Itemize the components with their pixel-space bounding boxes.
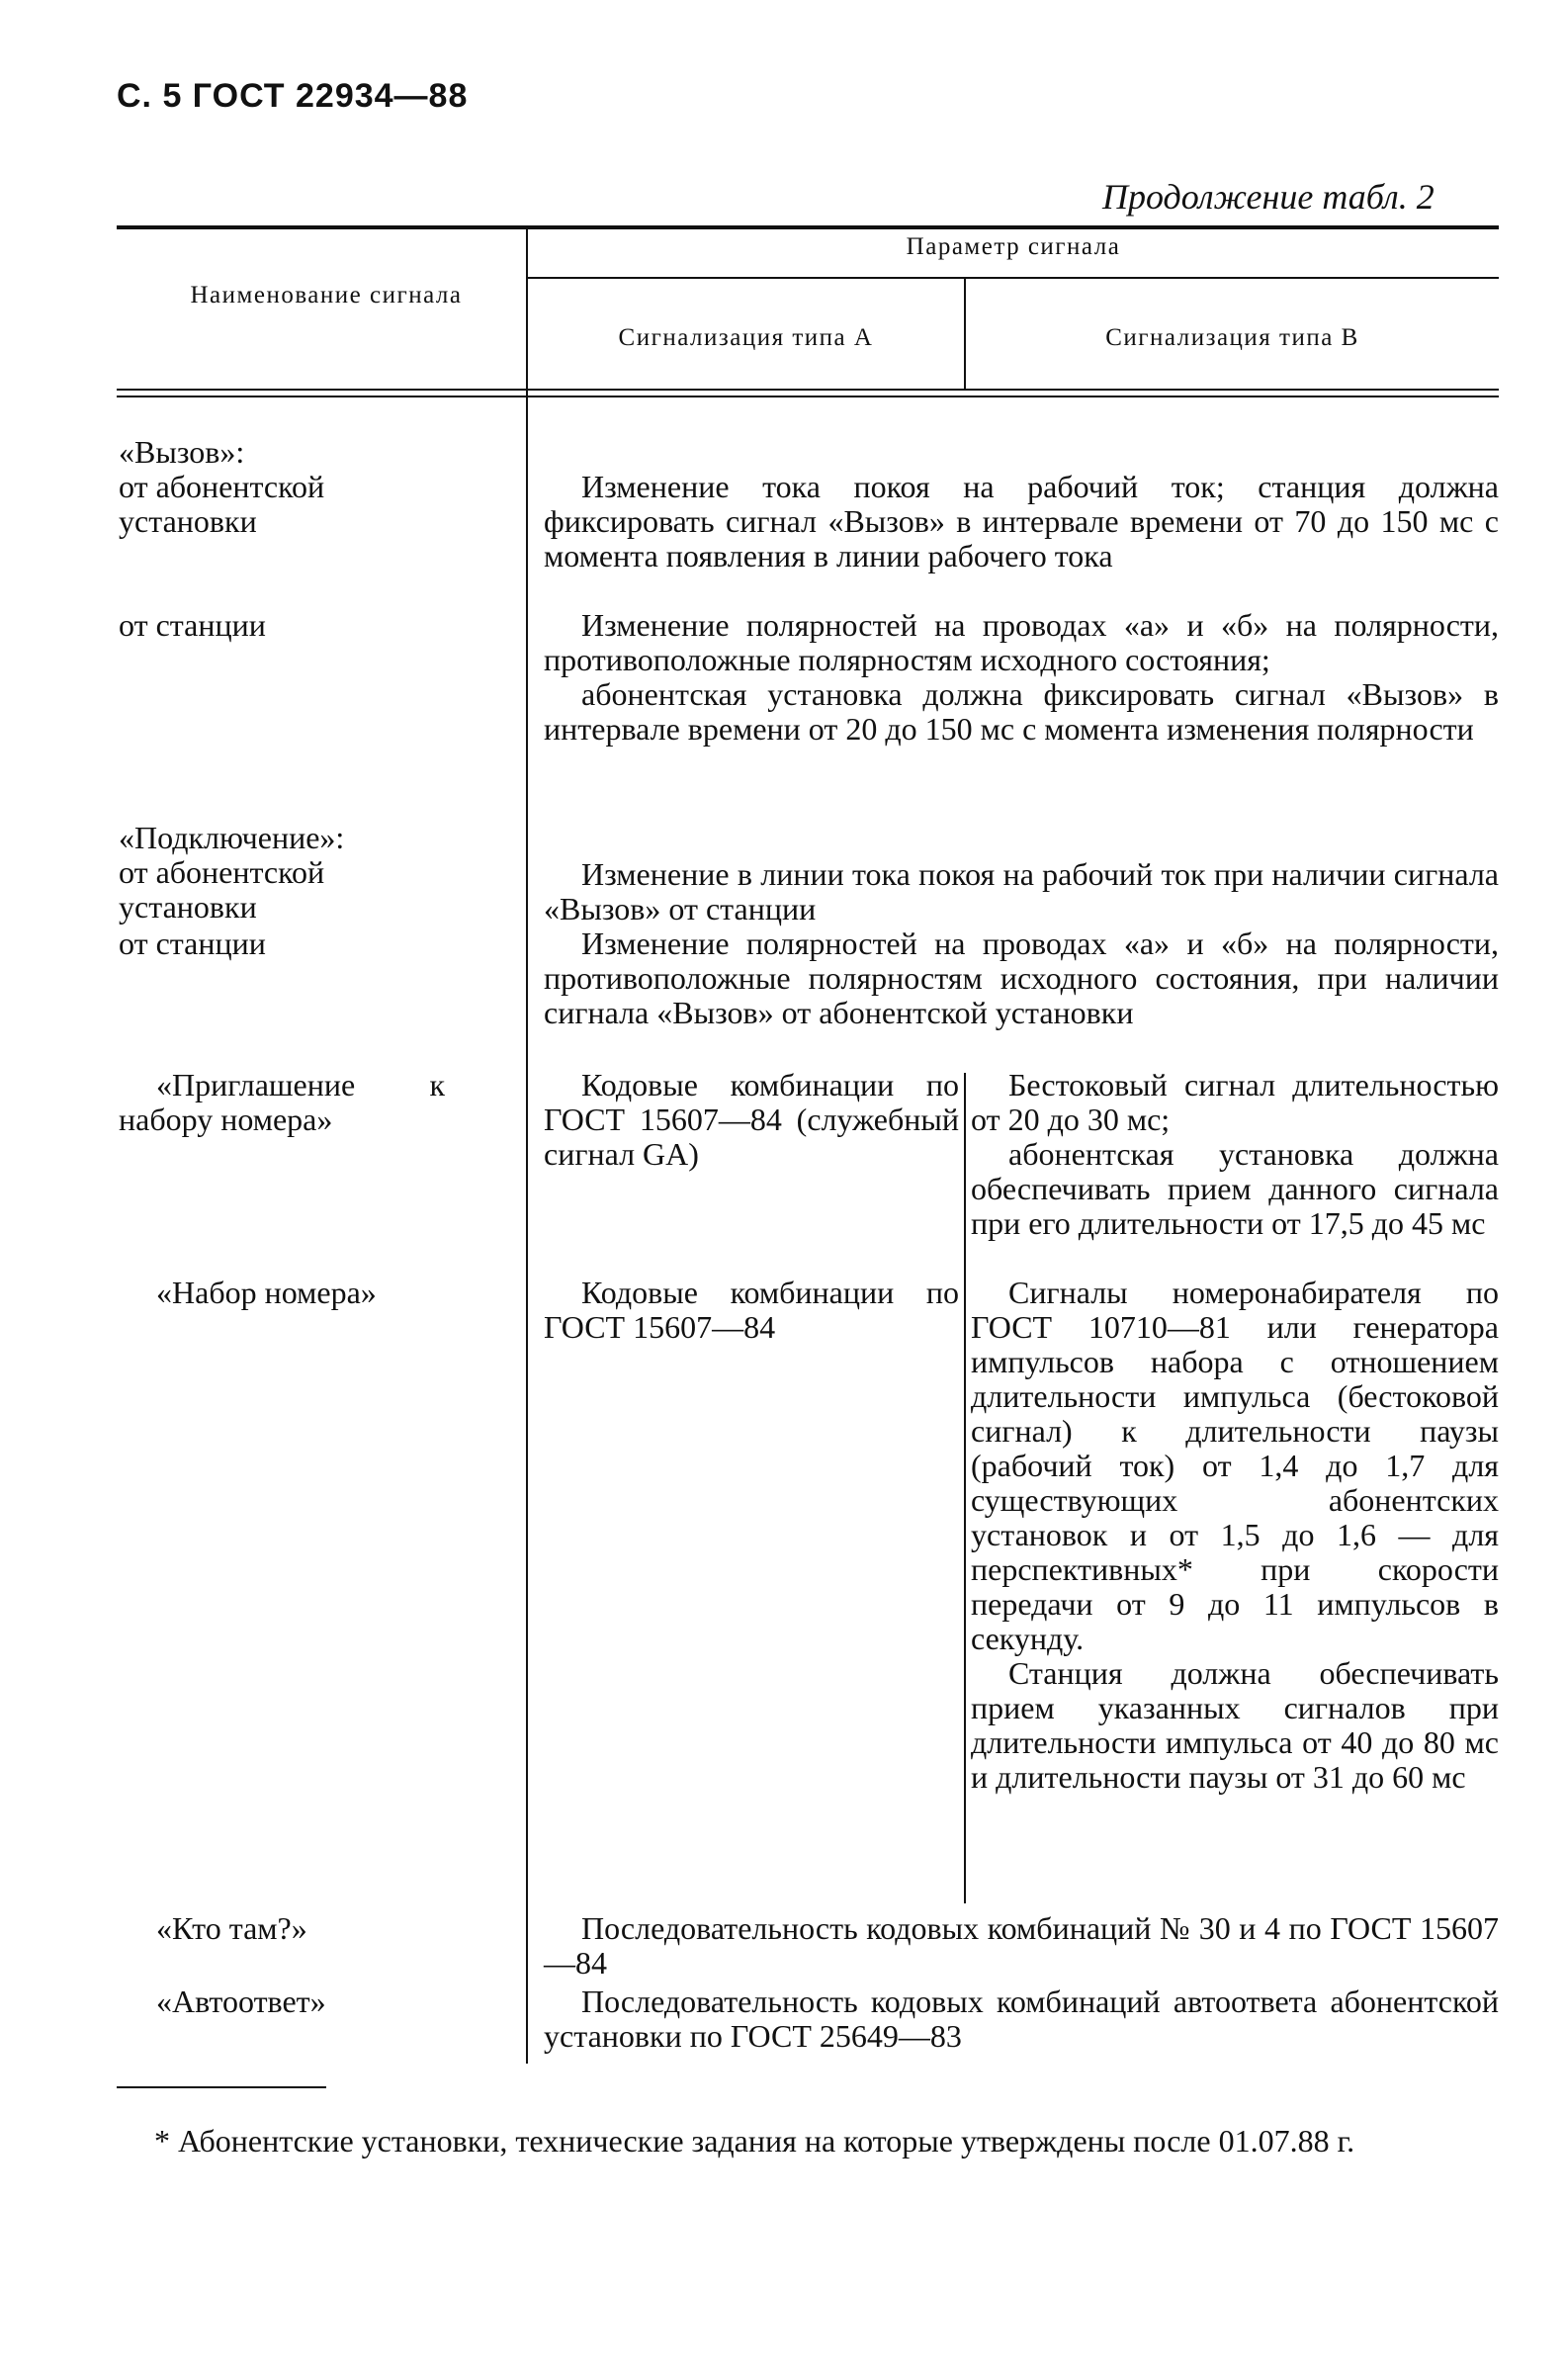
param-header-rule xyxy=(526,277,1499,279)
column-divider-name xyxy=(526,227,528,2064)
footnote: * Абонентские установки, технические задания на которые утверждены после 01.07.88 г. xyxy=(154,2123,1355,2159)
param-text: Изменение в линии тока покоя на рабочий ток при наличии сигнала «Вызов» от станции xyxy=(544,856,1499,926)
param-text: Бестоковый сигнал длительностью от 20 до 30 мс; xyxy=(971,1067,1499,1137)
signal-name-call-from-subscriber xyxy=(119,435,494,539)
column-divider-ab-1 xyxy=(964,1073,966,1903)
param-text: Станция должна обеспечивать прием указанных сигналов при длительности импульса от 40 до 80 мс и длительности паузы от 31 до 60 мс xyxy=(971,1655,1499,1795)
param-text: Сигналы номеронабирателя по ГОСТ 10710—81 или генератора импульсов набора с отношением длительности импульса (бестоковой сигнал) к длительности паузы (рабочий ток) от 1,4 до 1,7 для существующих абонентских установок и от 1,5 до 1,6 — для перспективных* при скорости передачи от 9 до 11 импульсов в секунду. xyxy=(971,1275,1499,1656)
param-text: Кодовые комбинации по ГОСТ 15607—84 xyxy=(544,1275,959,1345)
param-text: абонентская установка должна обеспечивать прием данного сигнала при его длительности от 17,5 до 45 мс xyxy=(971,1136,1499,1241)
signal-name-connect-from-subscriber xyxy=(119,821,494,925)
param-text: Последовательность кодовых комбинаций № 30 и 4 по ГОСТ 15607—84 xyxy=(544,1910,1499,1981)
param-text: Изменение полярностей на проводах «а» и «б» на полярности, противоположные полярностям исходного состояния; xyxy=(544,607,1499,677)
param-text: Последовательность кодовых комбинаций автоответа абонентской установки по ГОСТ 25649—83 xyxy=(544,1983,1499,2054)
param-call-from-station xyxy=(544,608,1499,747)
param-auto-answer xyxy=(544,1984,1499,2054)
param-dial-invitation-type-b xyxy=(971,1068,1499,1241)
signal-name-who-is-there xyxy=(119,1911,494,1946)
signal-name-line: «Кто там?» xyxy=(156,1910,307,1946)
signal-name-line: «Приглашение к набору номера» xyxy=(119,1067,445,1137)
column-header-param: Параметр сигнала xyxy=(906,233,1121,260)
param-text: Изменение полярностей на проводах «а» и «б» на полярности, противоположные полярностям исходного состояния, при наличии сигнала «Вызов» от абонентской установки xyxy=(544,926,1499,1030)
signal-name-auto-answer xyxy=(119,1984,494,2019)
signal-name-line: от станции xyxy=(119,926,266,961)
footnote-rule xyxy=(117,2086,326,2088)
page-reference: С. 5 ГОСТ 22934—88 xyxy=(117,77,469,115)
table-top-rule xyxy=(117,225,1499,229)
param-who-is-there xyxy=(544,1911,1499,1981)
param-dialing-type-b xyxy=(971,1276,1499,1795)
param-text: Изменение тока покоя на рабочий ток; станция должна фиксировать сигнал «Вызов» в интервале времени от 70 до 150 мс с момента появления в линии рабочего тока xyxy=(544,469,1499,573)
signal-name-dial-invitation xyxy=(119,1068,445,1137)
signal-name-line: от станции xyxy=(119,607,266,643)
column-header-type-b: Сигнализация типа В xyxy=(1105,324,1359,351)
signal-name-line: «Подключение»: xyxy=(119,820,345,855)
signal-name-line: от абонентской xyxy=(119,854,325,890)
signal-name-line: «Вызов»: xyxy=(119,434,245,470)
signal-name-line: установки xyxy=(119,889,257,925)
header-bottom-rule-2 xyxy=(117,396,1499,397)
column-header-name: Наименование сигнала xyxy=(190,282,463,309)
param-text: Кодовые комбинации по ГОСТ 15607—84 (служебный сигнал GA) xyxy=(544,1067,959,1172)
signal-name-connect-from-station xyxy=(119,926,494,961)
signal-name-dialing xyxy=(119,1276,494,1310)
param-dial-invitation-type-a xyxy=(544,1068,959,1172)
signal-name-line: установки xyxy=(119,503,257,539)
param-call-from-subscriber xyxy=(544,470,1499,573)
signal-name-call-from-station xyxy=(119,608,494,643)
param-dialing-type-a xyxy=(544,1276,959,1345)
table-continuation-label: Продолжение табл. 2 xyxy=(1102,177,1435,217)
column-header-type-a: Сигнализация типа А xyxy=(618,324,874,351)
signal-name-line: «Набор номера» xyxy=(156,1275,377,1310)
param-connect-from-subscriber xyxy=(544,857,1499,926)
param-text: абонентская установка должна фиксировать сигнал «Вызов» в интервале времени от 20 до 150 мс с момента изменения полярности xyxy=(544,676,1499,747)
param-connect-from-station xyxy=(544,926,1499,1030)
signal-name-line: «Автоответ» xyxy=(156,1983,326,2019)
header-bottom-rule-1 xyxy=(117,389,1499,391)
signal-name-line: от абонентской xyxy=(119,469,325,504)
